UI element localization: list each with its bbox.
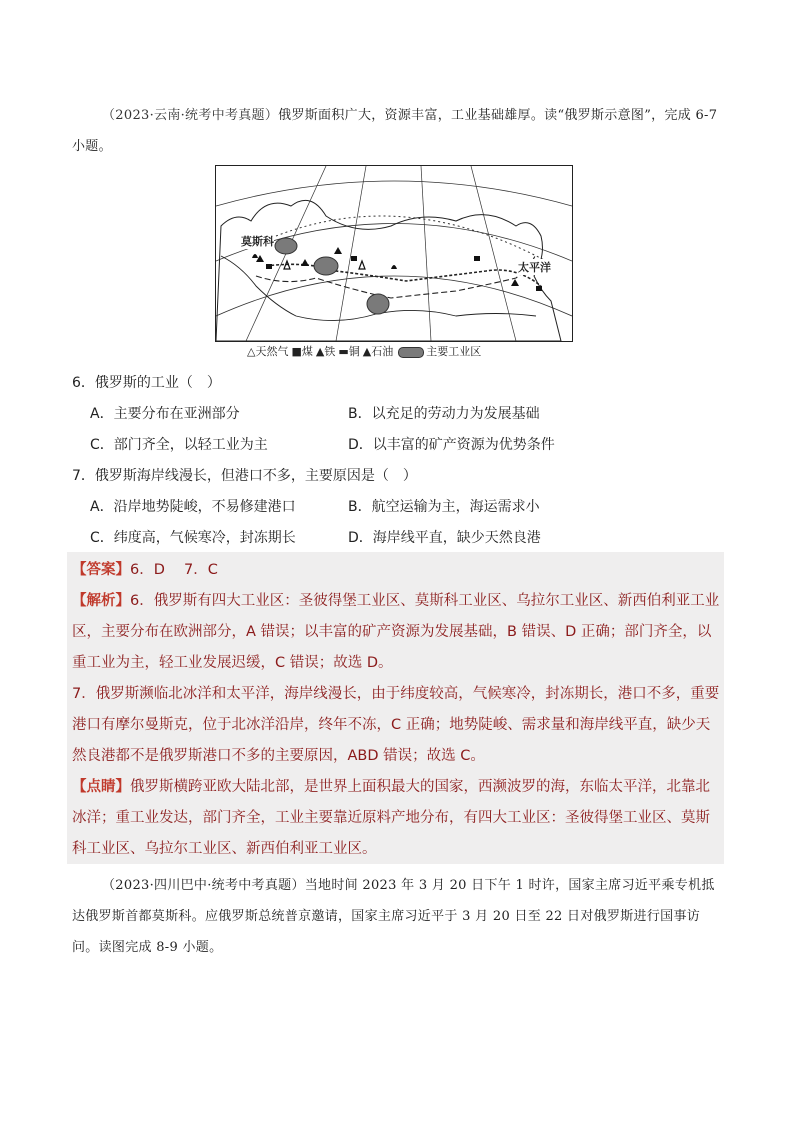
intro2-paragraph [72, 870, 724, 963]
intro2-text: 当地时间 2023 年 3 月 20 日下午 1 时许，国家主席习近平乘专机抵达俄罗斯首都莫斯科。应俄罗斯总统普京邀请，国家主席习近平于 3 月 20 日至 22 日对俄罗斯进行国事访问。读图完成 8-9 小题。 [72, 878, 715, 955]
answer-text: 6．D 7．C [130, 562, 218, 578]
legend-copper: ▬铜 [338, 345, 360, 358]
legend-gas: △天然气 [247, 345, 289, 358]
question-7-option-c: C．纬度高，气候寒冷，封冻期长 [90, 530, 296, 546]
tip-text: 俄罗斯横跨亚欧大陆北部，是世界上面积最大的国家，西濒波罗的海，东临太平洋，北靠北冰洋；重工业发达，部门齐全，工业主要靠近原料产地分布，有四大工业区：圣彼得堡工业区、莫斯科工业区、乌拉尔工业区、新西伯利亚工业区。 [72, 779, 710, 857]
moscow-label: 莫斯科 [241, 235, 274, 248]
analysis-block [72, 586, 724, 865]
russia-map-figure [216, 166, 572, 341]
analysis-p1: 6．俄罗斯有四大工业区：圣彼得堡工业区、莫斯科工业区、乌拉尔工业区、新西伯利亚工业区，主要分布在欧洲部分，A 错误；以丰富的矿产资源为发展基础，B 错误、D 正确；部门齐全，以重工业为主，轻工业发展迟缓，C 错误；故选 D。 [72, 593, 720, 671]
question-6-option-c: C．部门齐全，以轻工业为主 [90, 437, 268, 453]
intro-paragraph [72, 100, 724, 162]
question-6-option-d: D．以丰富的矿产资源为优势条件 [348, 437, 555, 453]
question-6-stem: 6．俄罗斯的工业（ ） [72, 375, 221, 391]
question-6-option-a: A．主要分布在亚洲部分 [90, 406, 240, 422]
question-6-option-b: B．以充足的劳动力为发展基础 [348, 406, 540, 422]
industrial-swatch [398, 347, 424, 358]
tip-tag: 【点睛】 [72, 779, 130, 795]
legend-iron: ▲铁 [315, 345, 336, 358]
intro2-source: （2023·四川巴中·统考中考真题） [102, 878, 305, 893]
question-7-option-a: A．沿岸地势陡峻，不易修建港口 [90, 499, 296, 515]
answer-tag: 【答案】 [72, 562, 130, 578]
intro-text: 俄罗斯面积广大，资源丰富，工业基础雄厚。读“俄罗斯示意图”，完成 6-7 小题。 [72, 108, 718, 154]
legend-coal: ■煤 [291, 345, 313, 358]
analysis-p2: 7．俄罗斯濒临北冰洋和太平洋，海岸线漫长，由于纬度较高，气候寒冷，封冻期长，港口不多，重要港口有摩尔曼斯克，位于北冰洋沿岸，终年不冻，C 正确；地势陡峻、需求量和海岸线平直，缺少天然良港都不是俄罗斯港口不多的主要原因，ABD 错误；故选 C。 [72, 686, 720, 764]
analysis-tag: 【解析】 [72, 593, 130, 609]
question-7-option-b: B．航空运输为主，海运需求小 [348, 499, 540, 515]
question-7-option-d: D．海岸线平直，缺少天然良港 [348, 530, 541, 546]
legend-oil: ▲石油 [362, 345, 394, 358]
intro-source: （2023·云南·统考中考真题） [102, 108, 279, 123]
russia-map [215, 165, 573, 342]
map-legend [247, 343, 484, 359]
answer-line [72, 555, 724, 586]
pacific-label: 太平洋 [518, 261, 551, 274]
question-7-stem: 7．俄罗斯海岸线漫长，但港口不多，主要原因是（ ） [72, 468, 417, 484]
legend-industrial: 主要工业区 [396, 343, 481, 359]
